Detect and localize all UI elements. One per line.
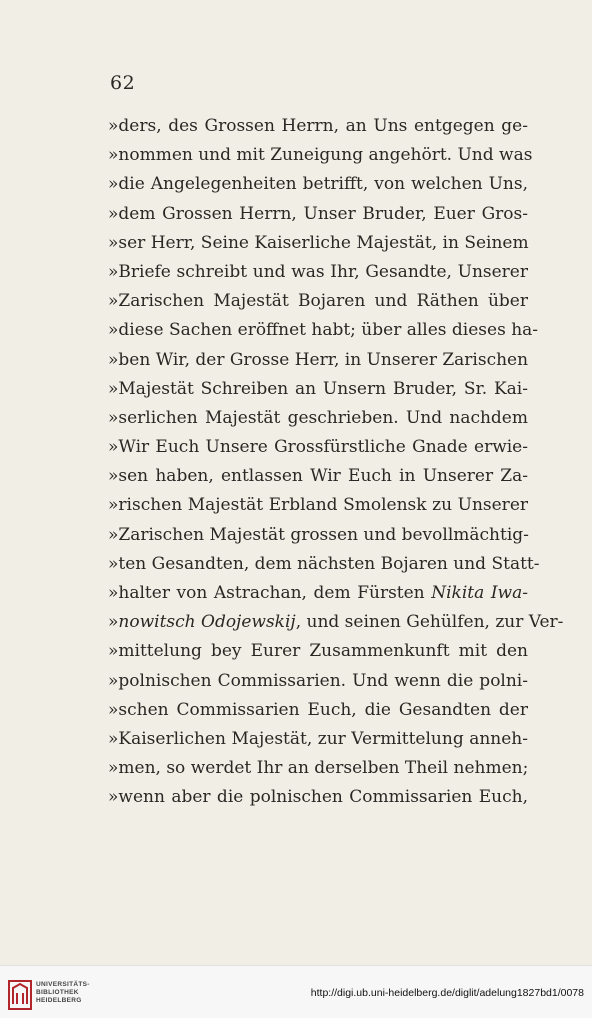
text-line-content: »Kaiserlichen Majestät, zur Vermittelung anneh- bbox=[108, 728, 528, 749]
text-line-content: »Wir Euch Unsere Grossfürstliche Gnade erwie- bbox=[108, 437, 528, 458]
text-line-content: »sen haben, entlassen Wir Euch in Unserer Za- bbox=[108, 466, 528, 487]
library-name-line: BIBLIOTHEK bbox=[36, 989, 79, 996]
text-line-content: »ser Herr, Seine Kaiserliche Majestät, in Seinem bbox=[108, 232, 529, 253]
text-line bbox=[108, 200, 528, 229]
library-name-line: HEIDELBERG bbox=[36, 997, 82, 1004]
library-name-line: UNIVERSITÄTS- bbox=[36, 981, 90, 988]
text-line-content: »Briefe schreibt und was Ihr, Gesandte, Unserer bbox=[108, 261, 528, 282]
source-url-link[interactable]: http://digi.ub.uni-heidelberg.de/diglit/adelung1827bd1/0078 bbox=[310, 987, 584, 999]
text-line bbox=[108, 375, 528, 404]
text-line bbox=[108, 637, 528, 666]
text-line-content: »Zarischen Majestät grossen und bevollmächtig- bbox=[108, 524, 529, 545]
text-body bbox=[108, 112, 564, 813]
text-line bbox=[108, 316, 539, 345]
italic-name: nowitsch Odojewskij bbox=[118, 612, 296, 633]
text-line bbox=[108, 433, 528, 462]
text-line bbox=[108, 579, 528, 608]
text-line-content: » bbox=[108, 612, 119, 633]
text-line-content: »ders, des Grossen Herrn, an Uns entgegen ge- bbox=[108, 116, 528, 136]
text-line-content: »ten Gesandten, dem nächsten Bojaren und Statt- bbox=[108, 553, 540, 574]
text-line bbox=[108, 346, 528, 375]
italic-name: Nikita Iwa- bbox=[431, 583, 528, 603]
text-line-content: »schen Commissarien Euch, die Gesandten der bbox=[108, 699, 528, 720]
text-line-content: »diese Sachen eröffnet habt; über alles dieses ha- bbox=[108, 320, 539, 341]
text-line bbox=[108, 258, 528, 287]
text-line bbox=[108, 112, 528, 141]
text-line bbox=[108, 667, 528, 696]
text-line-content: »rischen Majestät Erbland Smolensk zu Unserer bbox=[108, 495, 528, 516]
page-number: 62 bbox=[110, 72, 136, 94]
text-line bbox=[108, 170, 528, 199]
text-line-content: »die Angelegenheiten betrifft, von welchen Uns, bbox=[108, 174, 528, 195]
text-line-content: »nommen und mit Zuneigung angehört. Und was bbox=[108, 145, 533, 166]
text-line-content: »wenn aber die polnischen Commissarien Euch, bbox=[108, 787, 528, 808]
footer-bar bbox=[0, 965, 592, 1018]
text-line bbox=[108, 491, 528, 520]
text-line-content: »Zarischen Majestät Bojaren und Räthen über bbox=[108, 291, 528, 312]
text-line-content: »polnischen Commissarien. Und wenn die polni- bbox=[108, 670, 528, 691]
text-line-content: »mittelung bey Eurer Zusammenkunft mit den bbox=[108, 641, 528, 662]
text-line bbox=[108, 550, 540, 579]
text-line-content: »serlichen Majestät geschrieben. Und nachdem bbox=[108, 407, 528, 428]
text-line-continuation: , und seinen Gehülfen, zur Ver- bbox=[295, 612, 564, 633]
library-logo-icon[interactable] bbox=[8, 980, 32, 1010]
text-line bbox=[108, 287, 528, 316]
text-line bbox=[108, 783, 528, 812]
text-line bbox=[108, 754, 528, 783]
text-line bbox=[108, 608, 564, 637]
text-line-content: »Majestät Schreiben an Unsern Bruder, Sr. Kai- bbox=[108, 378, 528, 399]
library-name bbox=[36, 981, 90, 1005]
text-line bbox=[108, 229, 528, 258]
text-line bbox=[108, 696, 528, 725]
text-line-content: »men, so werdet Ihr an derselben Theil nehmen; bbox=[108, 758, 529, 779]
text-line bbox=[108, 404, 528, 433]
text-line bbox=[108, 725, 528, 754]
text-line bbox=[108, 521, 528, 550]
text-line bbox=[108, 141, 533, 170]
text-line bbox=[108, 462, 528, 491]
text-line-content: »halter von Astrachan, dem Fürsten bbox=[108, 583, 432, 603]
text-line-content: »dem Grossen Herrn, Unser Bruder, Euer Gros- bbox=[108, 203, 528, 224]
text-line-content: »ben Wir, der Grosse Herr, in Unserer Zarischen bbox=[108, 349, 529, 370]
